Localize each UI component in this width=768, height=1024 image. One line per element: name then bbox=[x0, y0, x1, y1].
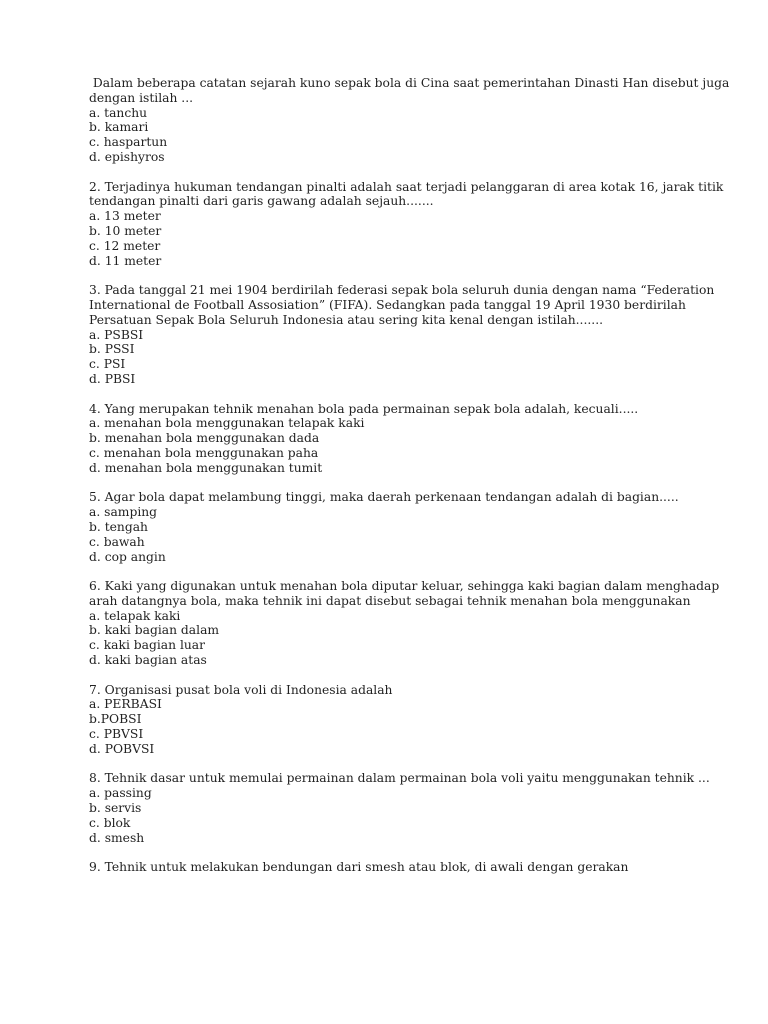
document-page bbox=[89, 76, 749, 890]
option-a: a. PERBASI bbox=[89, 697, 162, 712]
option-b: b. menahan bola menggunakan dada bbox=[89, 431, 320, 446]
question-7 bbox=[89, 683, 749, 757]
option-d: d. POBVSI bbox=[89, 741, 155, 756]
option-d: d. smesh bbox=[89, 830, 145, 845]
option-b: b. kamari bbox=[89, 120, 149, 135]
option-b: b.POBSI bbox=[89, 712, 142, 727]
option-d: d. 11 meter bbox=[89, 253, 162, 268]
option-c: c. PSI bbox=[89, 357, 126, 372]
option-d: d. epishyros bbox=[89, 149, 165, 164]
question-6 bbox=[89, 579, 749, 668]
question-text: 5. Agar bola dapat melambung tinggi, maka daerah perkenaan tendangan adalah di bagian..... bbox=[89, 490, 679, 505]
option-c: c. haspartun bbox=[89, 135, 168, 150]
question-text: 4. Yang merupakan tehnik menahan bola pada permainan sepak bola adalah, kecuali..... bbox=[89, 401, 639, 416]
question-8 bbox=[89, 771, 749, 845]
question-text: 3. Pada tanggal 21 mei 1904 berdirilah federasi sepak bola seluruh dunia dengan nama “Federation International de Football Assosiation” (FIFA). Sedangkan pada tanggal 19 April 1930 berdirilah Persatuan Sepak Bola Seluruh Indonesia atau sering kita kenal dengan istilah....... bbox=[89, 283, 719, 327]
question-text: 8. Tehnik dasar untuk memulai permainan dalam permainan bola voli yaitu menggunakan tehnik ... bbox=[89, 771, 710, 786]
question-text: 9. Tehnik untuk melakukan bendungan dari smesh atau blok, di awali dengan gerakan bbox=[89, 860, 629, 875]
option-c: c. menahan bola menggunakan paha bbox=[89, 445, 319, 460]
question-text: Dalam beberapa catatan sejarah kuno sepak bola di Cina saat pemerintahan Dinasti Han disebut juga dengan istilah ... bbox=[89, 76, 734, 105]
question-text: 7. Organisasi pusat bola voli di Indonesia adalah bbox=[89, 682, 393, 697]
option-d: d. cop angin bbox=[89, 549, 166, 564]
option-c: c. bawah bbox=[89, 534, 145, 549]
question-1 bbox=[89, 76, 749, 165]
question-9 bbox=[89, 860, 749, 875]
option-b: b. tengah bbox=[89, 519, 148, 534]
option-a: a. PSBSI bbox=[89, 327, 144, 342]
option-b: b. kaki bagian dalam bbox=[89, 623, 220, 638]
option-b: b. 10 meter bbox=[89, 223, 162, 238]
option-b: b. PSSI bbox=[89, 342, 135, 357]
option-a: a. passing bbox=[89, 786, 152, 801]
option-a: a. menahan bola menggunakan telapak kaki bbox=[89, 416, 365, 431]
question-text: 2. Terjadinya hukuman tendangan pinalti adalah saat terjadi pelanggaran di area kotak 16, jarak titik tendangan pinalti dari garis gawang adalah sejauh....... bbox=[89, 179, 728, 209]
option-a: a. samping bbox=[89, 505, 158, 520]
option-b: b. servis bbox=[89, 801, 142, 816]
option-d: d. menahan bola menggunakan tumit bbox=[89, 460, 323, 475]
option-c: c. kaki bagian luar bbox=[89, 638, 206, 653]
question-4 bbox=[89, 402, 749, 476]
option-d: d. kaki bagian atas bbox=[89, 653, 207, 668]
question-5 bbox=[89, 490, 749, 564]
option-a: a. 13 meter bbox=[89, 209, 161, 224]
option-c: c. blok bbox=[89, 815, 131, 830]
option-a: a. tanchu bbox=[89, 105, 148, 120]
question-3 bbox=[89, 283, 749, 387]
option-c: c. PBVSI bbox=[89, 727, 144, 742]
option-a: a. telapak kaki bbox=[89, 608, 181, 623]
option-c: c. 12 meter bbox=[89, 238, 161, 253]
question-2 bbox=[89, 180, 749, 269]
question-text: 6. Kaki yang digunakan untuk menahan bola diputar keluar, sehingga kaki bagian dalam menghadap arah datangnya bola, maka tehnik ini dapat disebut sebagai tehnik menahan bola menggunakan bbox=[89, 579, 724, 608]
option-d: d. PBSI bbox=[89, 371, 136, 386]
